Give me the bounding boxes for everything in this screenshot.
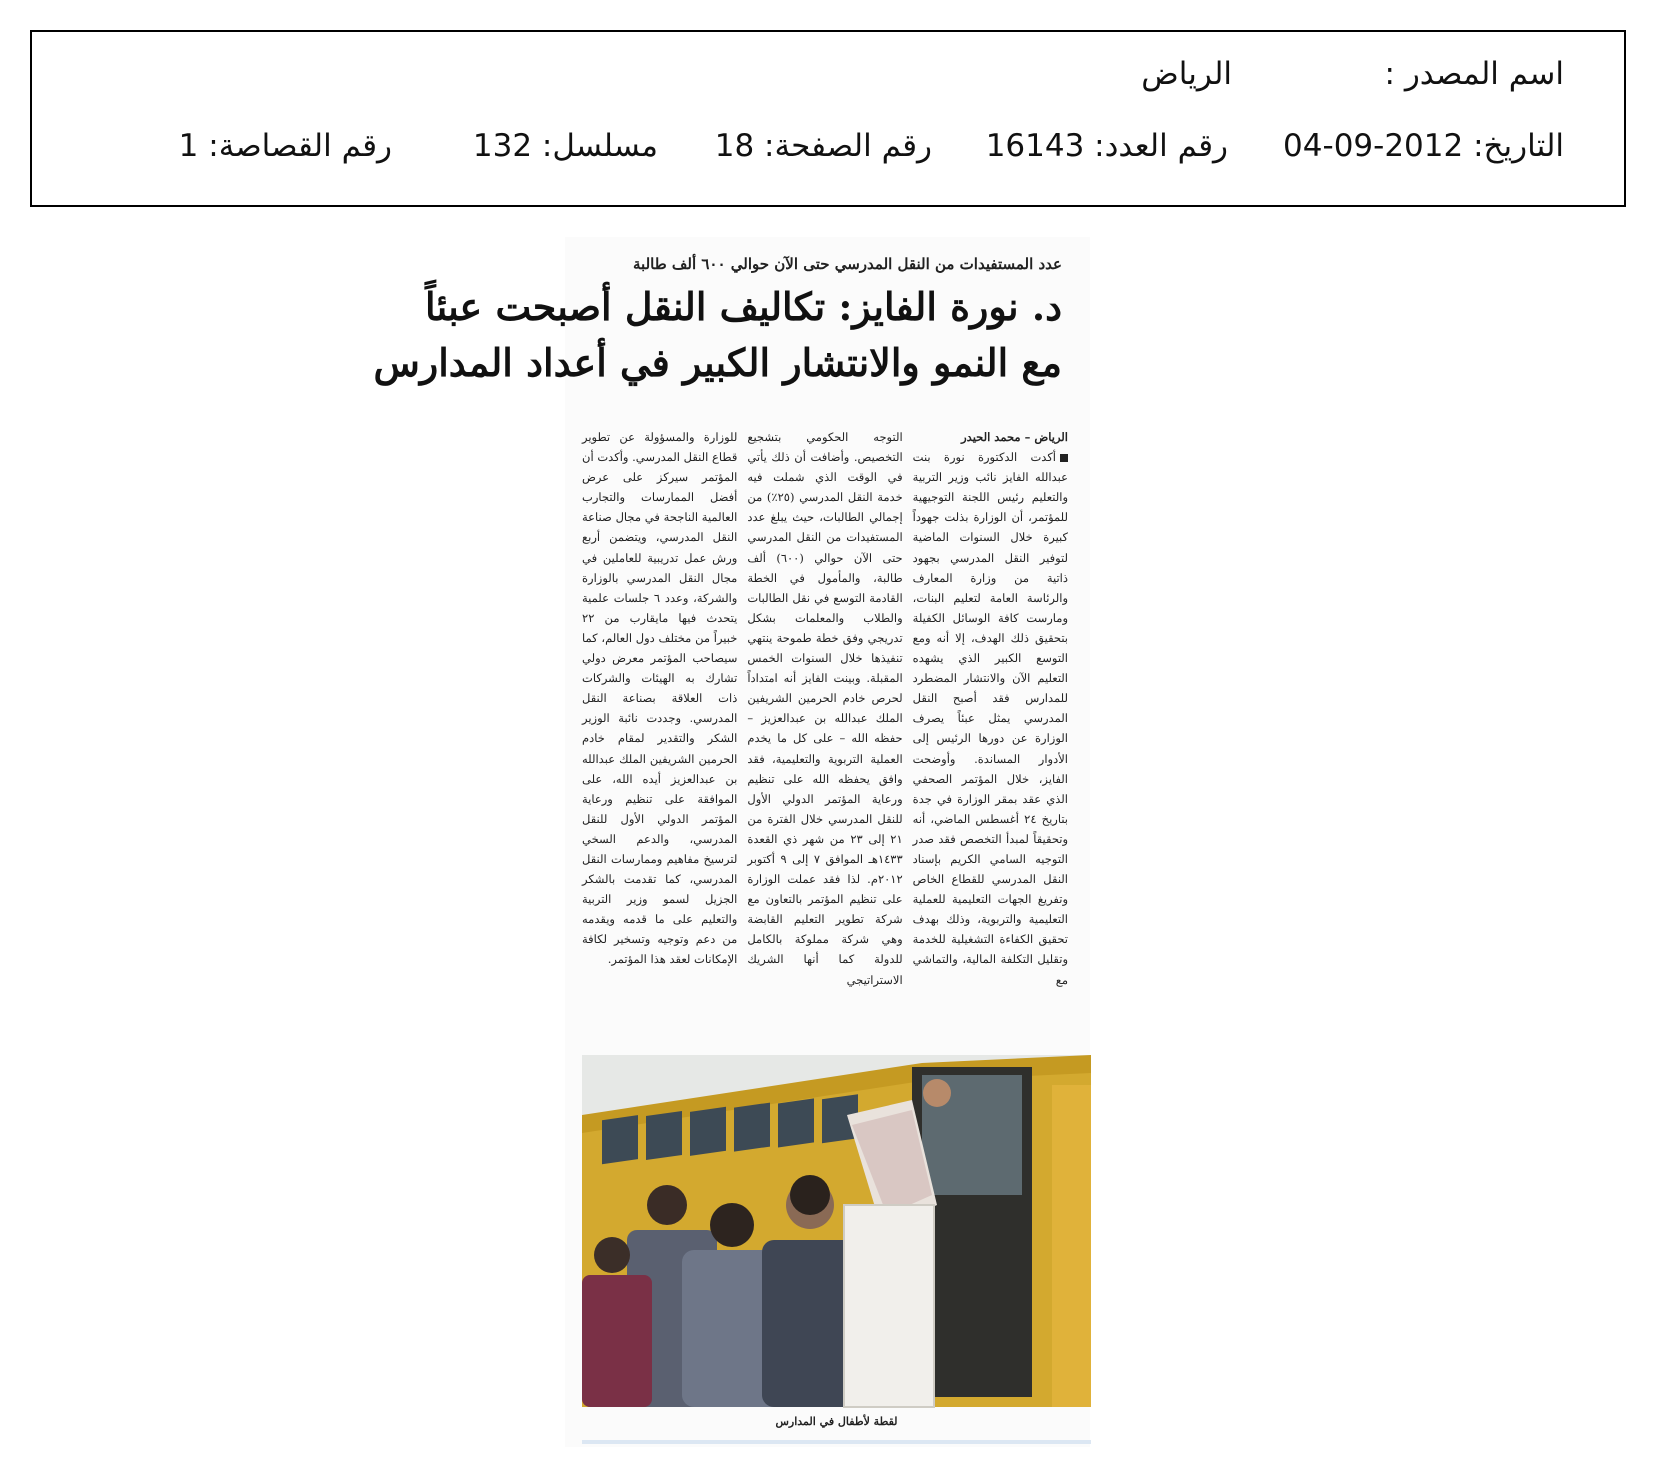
clip-number-field: رقم القصاصة: 1 (178, 128, 392, 164)
article-headline (373, 279, 1062, 391)
article-body (582, 427, 1068, 1037)
newspaper-clipping (373, 237, 1090, 1447)
school-bus-photo-illustration (582, 1055, 1091, 1407)
article-photo-school-bus (582, 1055, 1091, 1407)
serial-field: مسلسل: 132 (472, 128, 658, 164)
article-byline: الرياض – محمد الحيدر (961, 430, 1068, 444)
column-1-text: أكدت الدكتورة نورة بنت عبدالله الفايز نائب وزير التربية والتعليم رئيس اللجنة التوجيهية للمؤتمر، أن الوزارة بذلت جهوداً كبيرة خلال السنوات الماضية لتوفير النقل المدرسي بجهود ذاتية من وزارة المعارف والرئاسة العامة لتعليم البنات، ومارست كافة الوسائل الكفيلة بتحقيق ذلك الهدف، إلا أنه ومع التوسع الكبير الذي يشهده التعليم الآن والانتشار المضطرد للمدارس فقد أصبح النقل المدرسي يمثل عبئاً يصرف الوزارة عن دورها الرئيس إلى الأدوار المساندة. وأوضحت الفايز، خلال المؤتمر الصحفي الذي عقد بمقر الوزارة في جدة بتاريخ ٢٤ أغسطس الماضي، أنه وتحقيقاً لمبدأ التخصص فقد صدر التوجيه السامي الكريم بإسناد النقل المدرسي للقطاع الخاص وتفريغ الجهات التعليمية للعملية التعليمية والتربوية، وذلك بهدف تحقيق الكفاءة التشغيلية للخدمة وتقليل التكلفة المالية، والتماشي مع (912, 450, 1068, 987)
bullet-icon (1060, 454, 1068, 462)
photo-caption: لقطة لأطفال في المدارس (775, 1415, 898, 1428)
headline-line-1: د. نورة الفايز: تكاليف النقل أصبحت عبئاً (425, 284, 1062, 329)
source-label: اسم المصدر : (1384, 56, 1564, 92)
article-column-2 (747, 427, 902, 1037)
article-kicker: عدد المستفيدات من النقل المدرسي حتى الآن حوالي ٦٠٠ ألف طالبة (633, 255, 1062, 273)
source-metadata-box (30, 30, 1626, 207)
source-value: الرياض (1141, 56, 1232, 92)
date-field: التاريخ: 2012-09-04 (1283, 128, 1564, 164)
column-3-text: للوزارة والمسؤولة عن تطوير قطاع النقل المدرسي. وأكدت أن المؤتمر سيركز على عرض أفضل الممارسات والتجارب العالمية الناجحة في مجال صناعة النقل المدرسي، ويتضمن أربع ورش عمل تدريبية للعاملين في مجال النقل المدرسي بالوزارة والشركة، وعدد ٦ جلسات علمية يتحدث فيها مايقارب من ٢٢ خبيراً من مختلف دول العالم، كما سيصاحب المؤتمر معرض دولي تشارك به الهيئات والشركات ذات العلاقة بصناعة النقل المدرسي. وجددت نائبة الوزير الشكر والتقدير لمقام خادم الحرمين الشريفين الملك عبدالله بن عبدالعزيز أيده الله، على الموافقة على تنظيم ورعاية المؤتمر الدولي الأول للنقل المدرسي، والدعم السخي لترسيخ مفاهيم وممارسات النقل المدرسي، كما تقدمت بالشكر الجزيل لسمو وزير التربية والتعليم على ما قدمه ويقدمه من دعم وتوجيه وتسخير لكافة الإمكانات لعقد هذا المؤتمر. (582, 430, 738, 967)
article-column-3 (582, 427, 737, 1037)
page-number-field: رقم الصفحة: 18 (714, 128, 932, 164)
issue-number-field: رقم العدد: 16143 (985, 128, 1228, 164)
column-2-text: التوجه الحكومي بتشجيع التخصيص. وأضافت أن ذلك يأتي في الوقت الذي شملت فيه خدمة النقل المدرسي (٢٥٪) من إجمالي الطالبات، حيث يبلغ عدد المستفيدات من النقل المدرسي حتى الآن حوالي (٦٠٠) ألف طالبة، والمأمول في الخطة القادمة التوسع في نقل الطالبات والطلاب والمعلمات بشكل تدريجي وفق خطة طموحة ينتهي تنفيذها خلال السنوات الخمس المقبلة. وبينت الفايز أنه امتداداً لحرص خادم الحرمين الشريفين الملك عبدالله بن عبدالعزيز – حفظه الله – على كل ما يخدم العملية التربوية والتعليمية، فقد وافق يحفظه الله على تنظيم ورعاية المؤتمر الدولي الأول للنقل المدرسي خلال الفترة من ٢١ إلى ٢٣ من شهر ذي القعدة ١٤٣٣هـ الموافق ٧ إلى ٩ أكتوبر ٢٠١٢م. لذا فقد عملت الوزارة على تنظيم المؤتمر بالتعاون مع شركة تطوير التعليم القابضة وهي شركة مملوكة بالكامل للدولة كما أنها الشريك الاستراتيجي (747, 430, 903, 987)
clipping-bottom-rule (582, 1440, 1091, 1444)
article-column-1 (913, 427, 1068, 1037)
headline-line-2: مع النمو والانتشار الكبير في أعداد المدارس (373, 340, 1062, 385)
